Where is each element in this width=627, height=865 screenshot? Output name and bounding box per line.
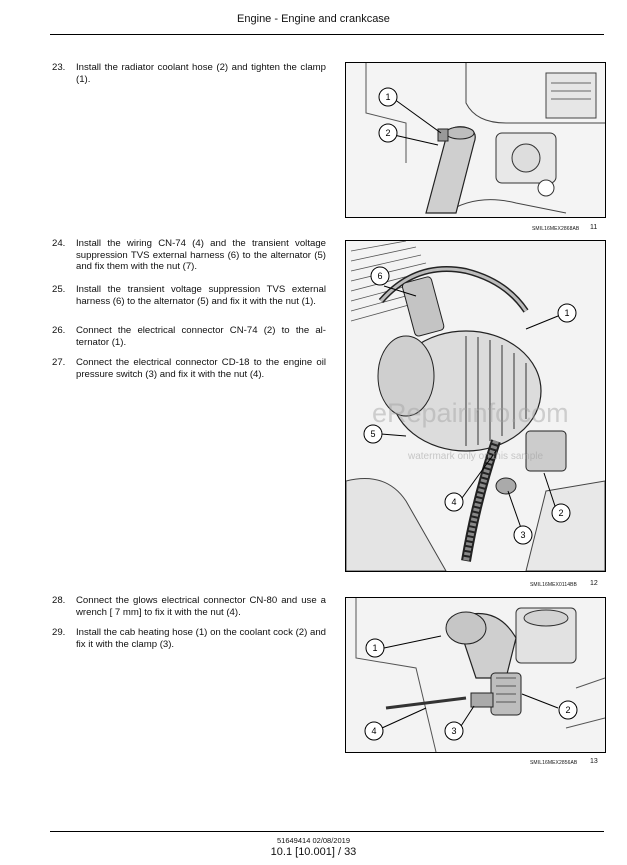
figure-13-caption: SMIL16MEX2856AB [530,760,578,766]
step-text: Connect the glows electrical connector CN-80 and use a wrench [ 7 mm] to fix it with the nut (4). [76,595,326,618]
callout-3: 3 [520,530,526,540]
step-number: 29. [52,627,66,638]
callout-4: 4 [451,497,457,507]
callout-2: 2 [565,705,571,715]
callout-3: 3 [451,726,457,736]
step-text: Connect the electrical connector CD-18 to the engine oil pressure switch (3) and fix it with the nut (4). [76,357,326,380]
step-23 [52,62,326,85]
figure-13-number: 13 [590,758,598,765]
step-29 [52,627,326,650]
step-text: Install the wiring CN-74 (4) and the transient voltage suppression TVS external harness (6) to the alternator (5) and fix them with the nut (7). [76,238,326,272]
watermark-text: eRepairinfo.com [372,398,569,428]
step-number: 27. [52,357,66,368]
callout-2: 2 [558,508,564,518]
step-26 [52,325,326,348]
step-number: 23. [52,62,66,73]
figure-13-illustration [345,597,606,753]
step-text: Install the transient voltage suppression TVS external harness (6) to the alternator (5) and fix it with the nut (1). [76,284,326,307]
step-25 [52,284,326,307]
figure-11-illustration [345,62,606,218]
footer-page-number: 10.1 [10.001] / 33 [270,846,357,858]
callout-1: 1 [372,643,378,653]
step-number: 26. [52,325,66,336]
figure-12-number: 12 [590,580,598,587]
step-28 [52,595,326,618]
step-number: 25. [52,284,66,295]
callout-5: 5 [370,429,376,439]
callout-4: 4 [371,726,377,736]
step-text: Connect the electrical connector CN-74 (2) to the al- ternator (1). [76,325,326,348]
figure-11-number: 11 [590,224,598,231]
figure-12-caption: SMIL16MEX0114BB [530,582,577,588]
callout-2: 2 [385,128,391,138]
step-number: 24. [52,238,66,249]
callout-1: 1 [564,308,570,318]
step-24 [52,238,326,273]
footer-rule [50,831,604,832]
header-rule [50,34,604,35]
watermark-subtext: watermark only on this sample [408,451,544,462]
figure-11-caption: SMIL16MEX2868AB [532,226,580,232]
callout-6: 6 [377,271,383,281]
callout-1: 1 [385,92,391,102]
page-header-title: Engine - Engine and crankcase [237,13,390,25]
step-text: Install the radiator coolant hose (2) and tighten the clamp (1). [76,62,326,85]
footer-document-reference: 51649414 02/08/2019 [277,836,350,845]
step-number: 28. [52,595,66,606]
step-text: Install the cab heating hose (1) on the coolant cock (2) and fix it with the clamp (3). [76,627,326,650]
step-27 [52,357,326,380]
